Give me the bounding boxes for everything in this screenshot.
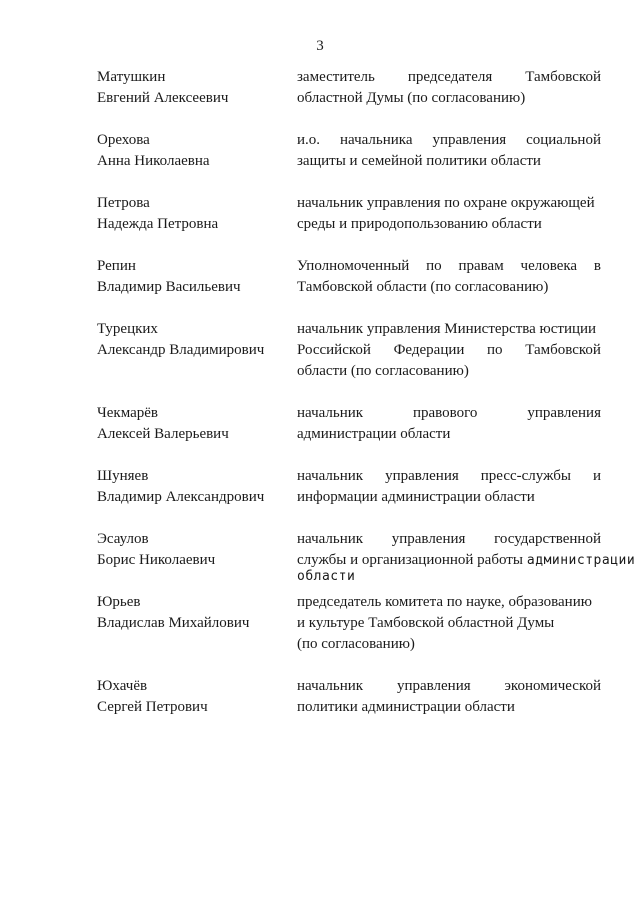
member-given-names: Надежда Петровна [97,216,219,232]
position-word: Федерации [393,342,465,358]
member-name [97,592,287,634]
member-given-names: Борис Николаевич [97,552,216,568]
position-word: начальник [297,678,364,694]
page-number: 3 [316,38,324,54]
member-position [297,676,601,718]
member-position [297,256,601,298]
position-word: управления [432,132,507,148]
position-line: и культуре Тамбовской областной Думы [297,615,555,631]
position-word: управления [527,405,601,421]
member-given-names: Анна Николаевна [97,153,210,169]
position-line [297,130,601,151]
position-line: среды и природопользованию области [297,216,542,232]
position-line [297,403,601,424]
member-name [97,676,287,718]
position-line: администрации области [297,426,451,442]
member-position [297,466,601,508]
member-surname: Шуняев [97,468,149,484]
position-word: службы и организационной работы [297,552,523,568]
typed-overlay-text: области [297,569,356,584]
position-line: (по согласованию) [297,636,415,652]
position-word: Тамбовской [525,69,601,85]
typed-overlay-text: администрации [526,553,636,568]
member-name [97,130,287,172]
member-given-names: Владимир Александрович [97,489,265,505]
member-surname: Орехова [97,132,150,148]
member-given-names: Владимир Васильевич [97,279,241,295]
position-word: правового [412,405,478,421]
member-position [297,193,601,235]
position-line: области (по согласованию) [297,363,469,379]
member-position [297,130,601,172]
position-line: председатель комитета по науке, образованию [297,594,592,610]
member-surname: Эсаулов [97,531,149,547]
member-surname: Репин [97,258,136,274]
position-line [297,67,601,88]
position-line: областной Думы (по согласованию) [297,90,526,106]
member-name [97,529,287,571]
position-word: председателя [407,69,493,85]
member-name [97,256,287,298]
member-surname: Петрова [97,195,150,211]
member-given-names: Евгений Алексеевич [97,90,229,106]
position-word: начальника [339,132,413,148]
position-word: управления [391,531,466,547]
position-word: Уполномоченный [297,258,410,274]
position-word: и.о. [297,132,321,148]
position-line: начальник управления Министерства юстиции [297,321,597,337]
position-word: экономической [504,678,601,694]
position-line [297,340,601,361]
position-line [297,529,601,550]
position-word: по [487,342,503,358]
position-word: социальной [526,132,601,148]
member-given-names: Владислав Михайлович [97,615,250,631]
member-position [297,319,601,382]
member-surname: Юрьев [97,594,141,610]
position-line: информации администрации области [297,489,535,505]
member-position [297,592,601,655]
member-name [97,319,287,361]
position-word: правам [458,258,504,274]
member-given-names: Алексей Валерьевич [97,426,229,442]
position-word: начальник [297,405,364,421]
position-word: Российской [297,342,371,358]
member-surname: Чекмарёв [97,405,158,421]
member-surname: Юхачёв [97,678,148,694]
position-word: государственной [494,531,601,547]
position-word: начальник [297,468,364,484]
member-surname: Турецких [97,321,158,337]
position-word: и [592,468,601,484]
position-line: Тамбовской области (по согласованию) [297,279,549,295]
position-line [297,676,601,697]
position-line [297,256,601,277]
position-word: управления [396,678,471,694]
member-given-names: Сергей Петрович [97,699,208,715]
member-position [297,529,636,584]
member-given-names: Александр Владимирович [97,342,265,358]
position-line [297,550,636,584]
member-name [97,403,287,445]
member-position [297,67,601,109]
position-word: Тамбовской [525,342,601,358]
position-word: управления [385,468,459,484]
position-word: начальник [297,531,364,547]
member-surname: Матушкин [97,69,166,85]
position-line: начальник управления по охране окружающей [297,195,595,211]
member-name [97,466,287,508]
position-word: человека [520,258,578,274]
position-line [297,466,601,487]
member-name [97,67,287,109]
position-word: в [593,258,601,274]
position-line: защиты и семейной политики области [297,153,541,169]
position-word: пресс-службы [480,468,571,484]
position-word: по [426,258,442,274]
member-position [297,403,601,445]
position-word: заместитель [297,69,375,85]
member-name [97,193,287,235]
position-line: политики администрации области [297,699,515,715]
